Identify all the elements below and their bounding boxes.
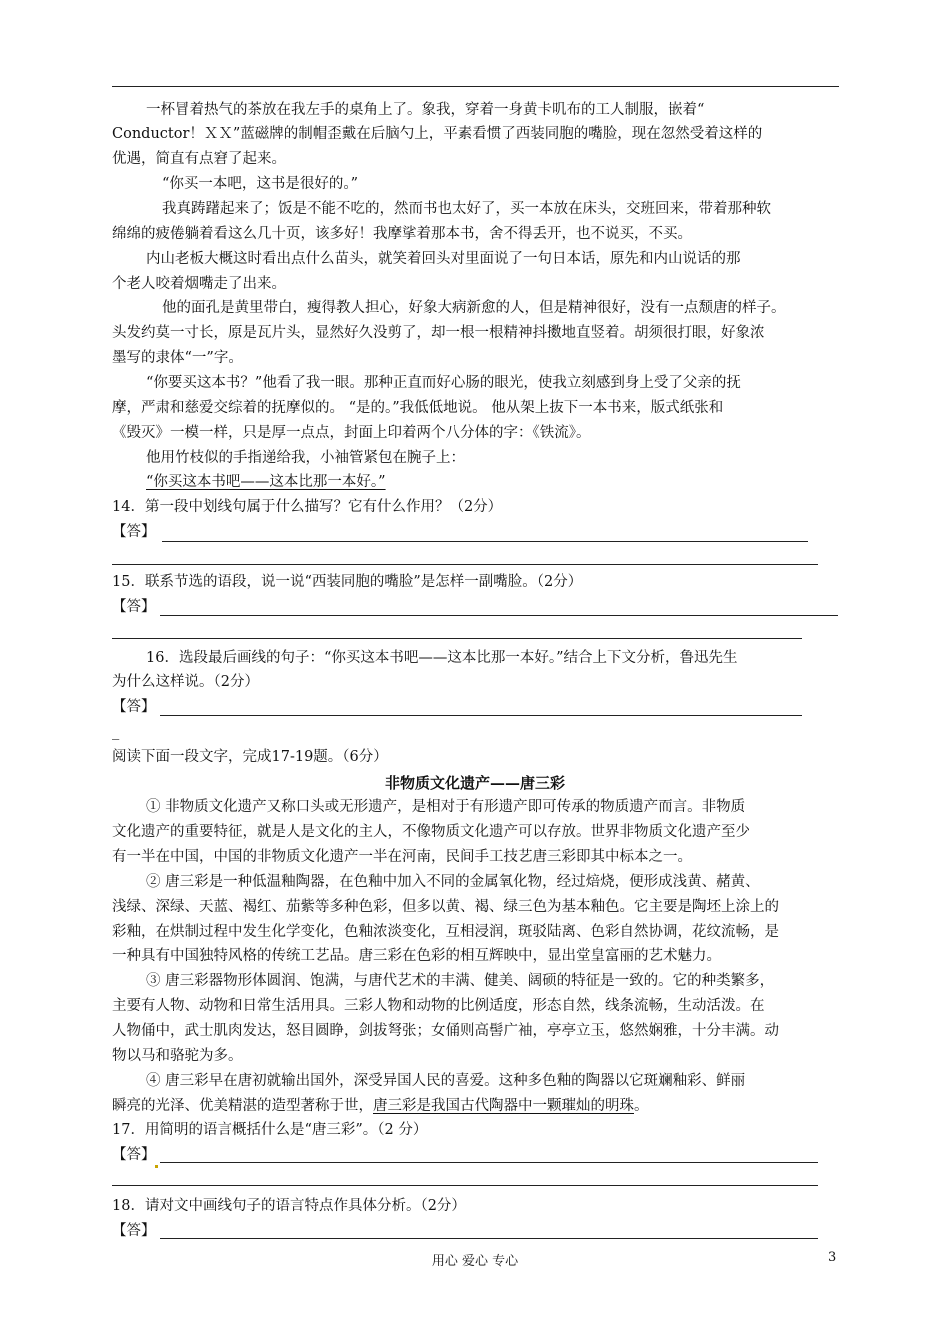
answer-line[interactable] xyxy=(160,715,802,716)
header-rule xyxy=(112,86,839,87)
passage-line: 内山老板大概这时看出点什么苗头，就笑着回头对里面说了一句日本话，原先和内山说话的那 xyxy=(146,251,741,267)
article-title: 非物质文化遗产——唐三彩 xyxy=(384,774,565,792)
answer-label: 【答】 xyxy=(112,524,156,540)
stray-mark: _ xyxy=(112,724,120,740)
passage-line: 他用竹枝似的手指递给我，小袖管紧包在腕子上： xyxy=(146,450,465,466)
article-line: 彩釉，在烘制过程中发生化学变化，色釉浓淡变化，互相浸润，斑驳陆离、色彩自然协调，花纹流畅，是 xyxy=(112,924,779,940)
passage-line: 个老人咬着烟嘴走了出来。 xyxy=(112,276,286,292)
question-14: 14．第一段中划线句属于什么描写？它有什么作用？（2分） xyxy=(112,499,503,515)
passage-line: 摩，严肃和慈爱交综着的抚摩似的。 “是的。”我低低地说。 他从架上抜下一本书来，版式纸张和 xyxy=(112,400,724,416)
passage-line: 优遇，简直有点窘了起来。 xyxy=(112,151,286,167)
passage-line: “你要买这本书？”他看了我一眼。那种正直而好心肠的眼光，使我立刻感到身上受了父亲的抚 xyxy=(146,375,741,391)
answer-line[interactable] xyxy=(112,638,802,639)
article-line-last xyxy=(112,1096,649,1116)
answer-line[interactable] xyxy=(162,541,808,542)
answer-line[interactable] xyxy=(112,564,818,565)
page-number: 3 xyxy=(828,1250,837,1265)
underlined-sentence: “你买这本书吧——这本比那一本好。” xyxy=(146,474,386,490)
article-line: ① 非物质文化遗产又称口头或无形遗产，是相对于有形遗产即可传承的物质遗产而言。非物质 xyxy=(146,799,746,815)
passage-line: 《毁灭》一模一样，只是厚一点点，封面上印着两个八分体的字：《铁流》。 xyxy=(112,425,591,441)
passage-line: 头发约莫一寸长，原是瓦片头，显然好久没剪了，却一根一根精神抖擞地直竖着。胡须很打眼，好象浓 xyxy=(112,325,765,341)
question-17: 17．用简明的语言概括什么是“唐三彩”。（2 分） xyxy=(112,1122,428,1138)
answer-line[interactable] xyxy=(160,1162,818,1163)
passage-line: 他的面孔是黄里带白，瘦得教人担心，好象大病新愈的人，但是精神很好，没有一点颓唐的样子。 xyxy=(162,300,786,316)
underlined-sentence: 唐三彩是我国古代陶器中一颗璀灿的明珠 xyxy=(373,1098,634,1114)
article-line: ④ 唐三彩早在唐初就输出国外，深受异国人民的喜爱。这种多色釉的陶器以它斑斓釉彩、鲜丽 xyxy=(146,1073,746,1089)
stray-dot xyxy=(155,1165,158,1168)
article-end: 。 xyxy=(634,1098,649,1114)
passage-line: 绵绵的疲倦躺着看这么几十页，该多好！我摩挲着那本书，舍不得丢开，也不说买，不买。 xyxy=(112,226,692,242)
article-text: 瞬亮的光泽、优美精湛的造型著称于世， xyxy=(112,1098,373,1114)
article-line: ③ 唐三彩器物形体圆润、饱满，与唐代艺术的丰满、健美、阔硕的特征是一致的。它的种类繁多， xyxy=(146,973,775,989)
article-line: 有一半在中国，中国的非物质文化遗产一半在河南，民间手工技艺唐三彩即其中标本之一。 xyxy=(112,849,692,865)
article-line: 一种具有中国独特风格的传统工艺品。唐三彩在色彩的相互辉映中，显出堂皇富丽的艺术魅力。 xyxy=(112,948,721,964)
passage-line: 墨写的隶体“一”字。 xyxy=(112,350,243,366)
article-line: 主要有人物、动物和日常生活用具。三彩人物和动物的比例适度，形态自然，线条流畅，生动活泼。在 xyxy=(112,998,765,1014)
article-line: 浅绿、深绿、天蓝、褐红、茄紫等多种色彩，但多以黄、褐、绿三色为基本釉色。它主要是陶坯上涂上的 xyxy=(112,899,779,915)
passage-line: Conductor！ＸＸ”蓝磁牌的制帽歪戴在后脑勺上，平素看惯了西装同胞的嘴脸，现在忽然受着这样的 xyxy=(112,126,763,142)
question-16-cont: 为什么这样说。（2分） xyxy=(112,674,259,690)
article-line: 物以马和骆驼为多。 xyxy=(112,1048,243,1064)
passage-line: “你买一本吧，这书是很好的。” xyxy=(162,176,359,192)
answer-label: 【答】 xyxy=(112,699,156,715)
passage-line: 一杯冒着热气的茶放在我左手的桌角上了。象我，穿着一身黄卡叽布的工人制服，嵌着“ xyxy=(146,102,705,118)
question-16: 16．选段最后画线的句子：“你买这本书吧——这本比那一本好。”结合上下文分析，鲁迅先生 xyxy=(146,650,738,666)
answer-label: 【答】 xyxy=(112,1147,156,1163)
article-line: ② 唐三彩是一种低温釉陶器，在色釉中加入不同的金属氧化物，经过焙烧，便形成浅黄、赭黄、 xyxy=(146,874,760,890)
article-line: 人物俑中，武士肌肉发达，怒目圆睁，剑拔弩张；女俑则高髻广袖，亭亭立玉，悠然娴雅，十分丰满。动 xyxy=(112,1023,779,1039)
answer-label: 【答】 xyxy=(112,599,156,615)
page-footer: 用心 爱心 专心 xyxy=(431,1254,519,1269)
passage-line: 我真踌躇起来了；饭是不能不吃的，然而书也太好了，买一本放在床头，交班回来，带着那种软 xyxy=(162,201,771,217)
reading-intro: 阅读下面一段文字，完成17-19题。（6分） xyxy=(112,749,388,765)
answer-line[interactable] xyxy=(112,1185,818,1186)
question-15: 15．联系节选的语段，说一说“西装同胞的嘴脸”是怎样一副嘴脸。（2分） xyxy=(112,574,583,590)
question-18: 18．请对文中画线句子的语言特点作具体分析。（2分） xyxy=(112,1198,466,1214)
answer-line[interactable] xyxy=(160,615,838,616)
article-line: 文化遗产的重要特征，就是人是文化的主人，不像物质文化遗产可以存放。世界非物质文化遗产至少 xyxy=(112,824,750,840)
answer-label: 【答】 xyxy=(112,1223,156,1239)
answer-line[interactable] xyxy=(160,1238,818,1239)
